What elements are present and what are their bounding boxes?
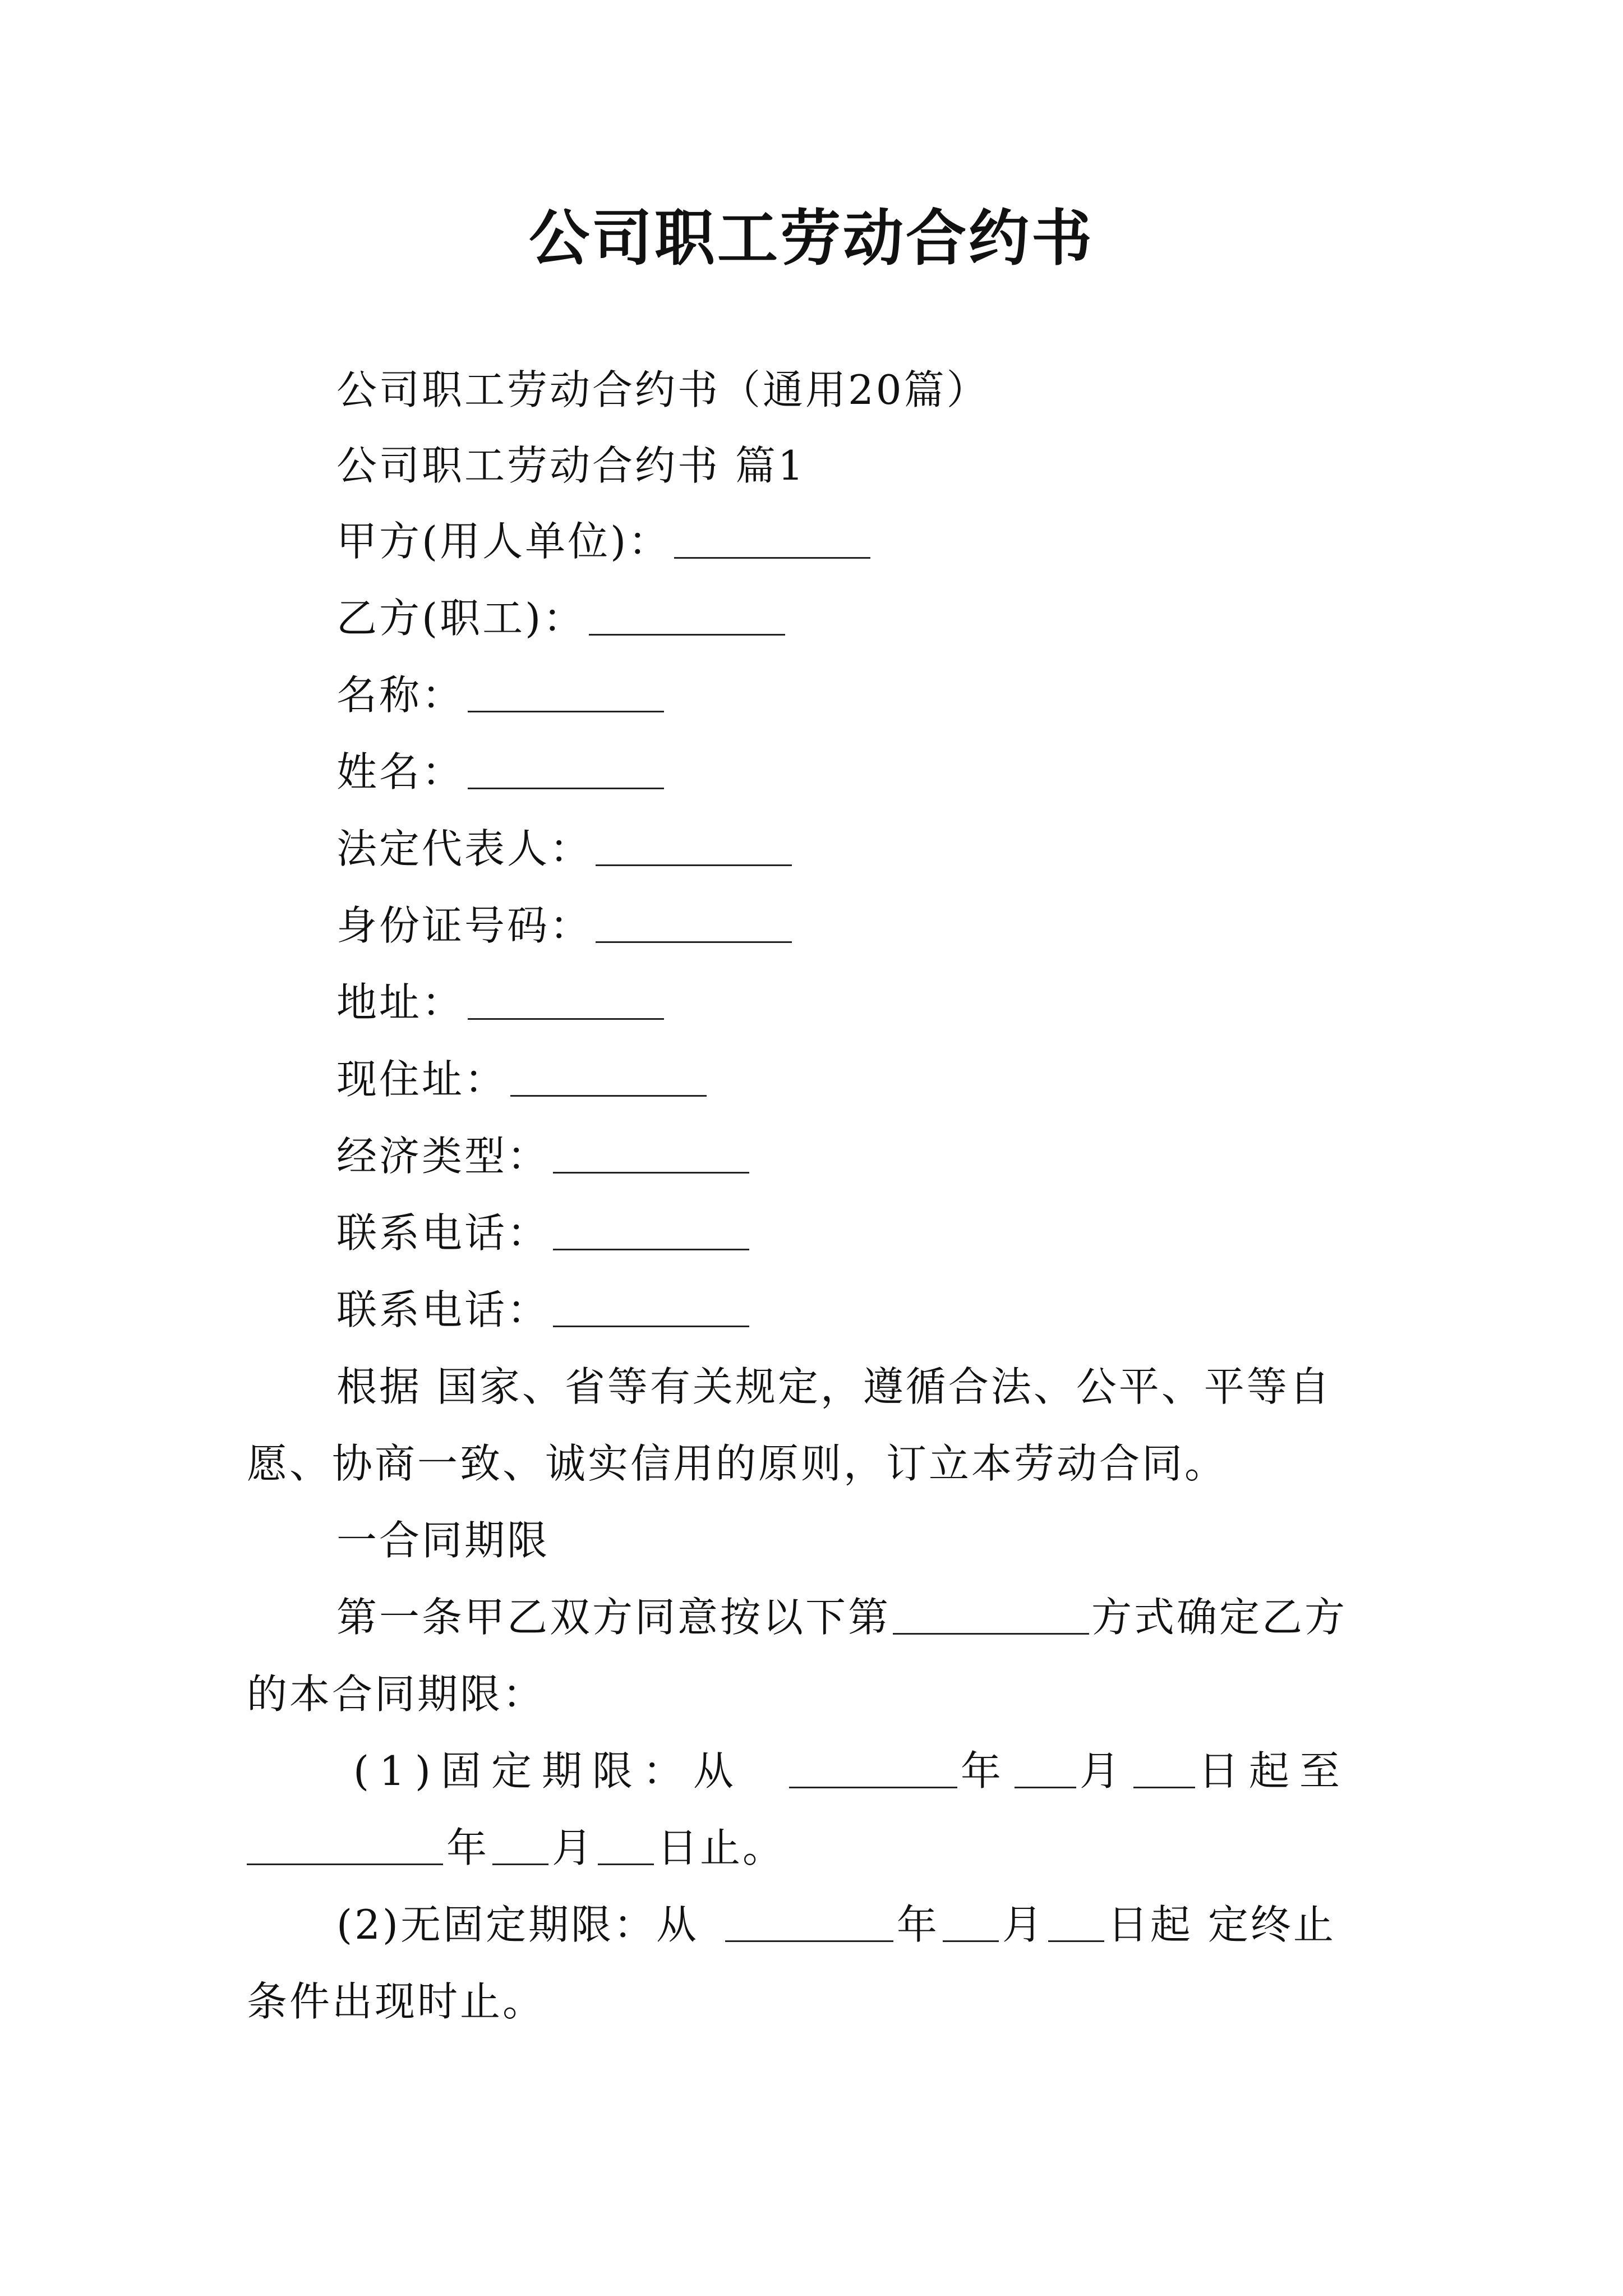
field-label: 姓名： bbox=[336, 748, 465, 795]
end-condition-text: 定终止 bbox=[1207, 1901, 1336, 1948]
fill-blank bbox=[1015, 1753, 1076, 1788]
day-to-text: 日止。 bbox=[657, 1824, 786, 1871]
fixed-term-label: (1)固定期限：从 bbox=[353, 1747, 744, 1795]
fill-blank bbox=[510, 1061, 707, 1097]
field-label: 法定代表人： bbox=[336, 825, 593, 872]
fill-blank bbox=[596, 831, 792, 866]
fill-blank bbox=[468, 754, 664, 789]
field-label: 经济类型： bbox=[336, 1133, 550, 1180]
field-label: 名称： bbox=[336, 671, 465, 719]
chapter-heading: 一合同期限 bbox=[336, 1517, 550, 1564]
open-term-line bbox=[336, 1899, 1336, 1950]
field-name-person bbox=[336, 747, 667, 797]
fixed-term-line-2 bbox=[247, 1823, 785, 1873]
paragraph-line: 根据 国家、省等有关规定，遵循合法、公平、平等自 bbox=[336, 1363, 1332, 1410]
day-from-text: 日起至 bbox=[1198, 1747, 1350, 1795]
field-address bbox=[336, 977, 667, 1028]
fill-blank bbox=[589, 600, 785, 636]
fill-blank bbox=[725, 1907, 893, 1942]
fill-blank bbox=[893, 1599, 1089, 1635]
section-heading: 公司职工劳动合约书 篇1 bbox=[336, 442, 806, 489]
field-current-address bbox=[336, 1054, 710, 1105]
field-party-a bbox=[336, 516, 874, 567]
open-term-label: (2)无固定期限：从 bbox=[336, 1901, 699, 1948]
field-name-company bbox=[336, 670, 667, 720]
document-title: 公司职工劳动合约书 bbox=[528, 203, 1094, 274]
fill-blank bbox=[468, 677, 664, 712]
article-line bbox=[336, 1592, 1347, 1642]
day-from-text: 日起 bbox=[1107, 1901, 1193, 1948]
field-label: 现住址： bbox=[336, 1056, 508, 1103]
fill-blank bbox=[598, 1830, 654, 1865]
fill-blank bbox=[596, 908, 792, 943]
year-text: 年 bbox=[446, 1824, 490, 1871]
article-line: 的本合同期限： bbox=[247, 1671, 546, 1718]
field-legal-rep bbox=[336, 823, 795, 874]
fill-blank bbox=[1048, 1907, 1104, 1942]
fill-blank bbox=[943, 1907, 999, 1942]
month-text: 月 bbox=[1002, 1901, 1045, 1948]
document-subtitle: 公司职工劳动合约书（通用20篇） bbox=[336, 366, 989, 413]
fill-blank bbox=[553, 1138, 749, 1174]
paragraph-line: 愿、协商一致、诚实信用的原则，订立本劳动合同。 bbox=[247, 1440, 1228, 1487]
fixed-term-line bbox=[353, 1746, 1350, 1796]
field-party-b bbox=[336, 593, 789, 643]
field-label: 乙方(职工)： bbox=[336, 595, 586, 642]
fill-blank bbox=[789, 1753, 957, 1788]
field-phone-2 bbox=[336, 1285, 753, 1335]
fill-blank bbox=[1133, 1753, 1195, 1788]
month-text: 月 bbox=[1079, 1747, 1130, 1795]
field-label: 联系电话： bbox=[336, 1286, 550, 1333]
open-term-line-2: 条件出现时止。 bbox=[247, 1978, 546, 2025]
year-text: 年 bbox=[896, 1901, 939, 1948]
month-text: 月 bbox=[552, 1824, 595, 1871]
fill-blank bbox=[492, 1830, 548, 1865]
field-id-number bbox=[336, 900, 795, 951]
field-label: 身份证号码： bbox=[336, 902, 593, 949]
fill-blank bbox=[553, 1292, 749, 1327]
fill-blank bbox=[468, 984, 664, 1020]
fill-blank bbox=[674, 523, 870, 559]
fill-blank bbox=[553, 1215, 749, 1250]
article-text: 方式确定乙方 bbox=[1091, 1594, 1348, 1641]
field-label: 甲方(用人单位)： bbox=[336, 518, 671, 565]
field-label: 联系电话： bbox=[336, 1209, 550, 1257]
year-text: 年 bbox=[960, 1747, 1011, 1795]
fill-blank bbox=[247, 1830, 443, 1865]
article-text: 第一条甲乙双方同意按以下第 bbox=[336, 1594, 891, 1641]
field-phone-1 bbox=[336, 1208, 753, 1258]
field-label: 地址： bbox=[336, 979, 465, 1026]
field-economic-type bbox=[336, 1131, 753, 1181]
